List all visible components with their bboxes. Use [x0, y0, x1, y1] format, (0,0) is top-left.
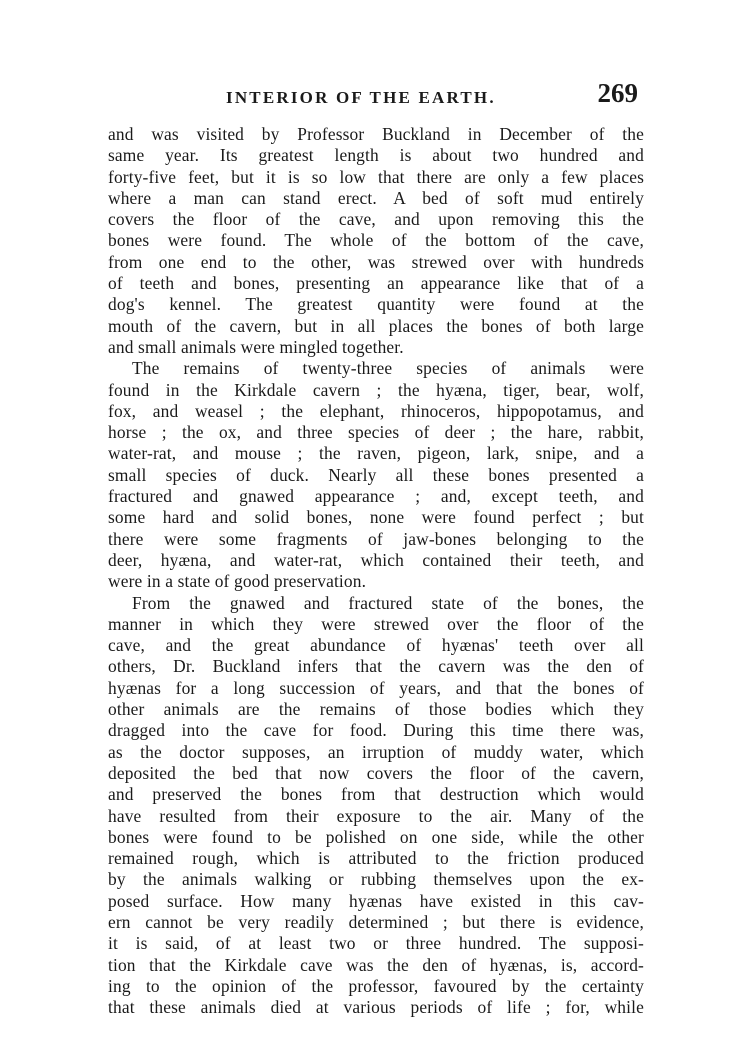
text-line: mouth of the cavern, but in all places the bones of both large	[108, 315, 644, 336]
text-line: The remains of twenty-three species of animals were	[132, 358, 644, 379]
text-line: bones were found. The whole of the bottom of the cave,	[108, 230, 644, 251]
text-line: from one end to the other, was strewed over with hundreds	[108, 251, 644, 272]
text-line: forty-five feet, but it is so low that there are only a few places	[108, 166, 644, 187]
text-line: dragged into the cave for food. During this time there was,	[108, 720, 644, 741]
running-title: INTERIOR OF THE EARTH.	[226, 88, 496, 107]
text-line: have resulted from their exposure to the air. Many of the	[108, 805, 644, 826]
text-line: were in a state of good preservation.	[108, 571, 367, 592]
text-line: hyænas for a long succession of years, and that the bones of	[108, 677, 644, 698]
text-line: and was visited by Professor Buckland in December of the	[108, 124, 644, 144]
text-line: fractured and gnawed appearance ; and, except teeth, and	[108, 486, 644, 507]
text-line: tion that the Kirkdale cave was the den of hyænas, is, accord-	[108, 954, 644, 975]
body-text	[108, 124, 644, 1018]
text-line: other animals are the remains of those bodies which they	[108, 699, 644, 720]
text-line: fox, and weasel ; the elephant, rhinoceros, hippopotamus, and	[108, 400, 644, 421]
paragraph	[108, 593, 644, 1019]
text-line: by the animals walking or rubbing themselves upon the ex-	[108, 869, 644, 890]
text-line: deer, hyæna, and water-rat, which contained their teeth, and	[108, 549, 644, 570]
text-line: remained rough, which is attributed to the friction produced	[108, 848, 644, 869]
text-line: there were some fragments of jaw-bones belonging to the	[108, 528, 644, 549]
text-line: it is said, of at least two or three hundred. The supposi-	[108, 933, 644, 954]
text-line: covers the floor of the cave, and upon removing this the	[108, 209, 644, 230]
text-line: of teeth and bones, presenting an appearance like that of a	[108, 273, 644, 294]
paragraph	[108, 358, 644, 592]
text-line: ing to the opinion of the professor, favoured by the certainty	[108, 975, 644, 996]
text-line: From the gnawed and fractured state of the bones, the	[132, 592, 644, 613]
text-line: small species of duck. Nearly all these bones presented a	[108, 464, 644, 485]
text-line: posed surface. How many hyænas have existed in this cav-	[108, 890, 644, 911]
text-line: and small animals were mingled together.	[108, 336, 404, 357]
book-page	[108, 74, 644, 1024]
page-number: 269	[597, 78, 638, 108]
text-line: some hard and solid bones, none were found perfect ; but	[108, 507, 644, 528]
text-line: water-rat, and mouse ; the raven, pigeon, lark, snipe, and a	[108, 443, 644, 464]
text-line: bones were found to be polished on one side, while the other	[108, 826, 644, 847]
text-line: deposited the bed that now covers the floor of the cavern,	[108, 762, 644, 783]
text-line: dog's kennel. The greatest quantity were found at the	[108, 294, 644, 315]
text-line: manner in which they were strewed over the floor of the	[108, 613, 644, 634]
text-line: where a man can stand erect. A bed of soft mud entirely	[108, 187, 644, 208]
text-line: and preserved the bones from that destruction which would	[108, 784, 644, 805]
text-line: as the doctor supposes, an irruption of muddy water, which	[108, 741, 644, 762]
text-line: that these animals died at various periods of life ; for, while	[108, 997, 644, 1018]
text-line: found in the Kirkdale cavern ; the hyæna, tiger, bear, wolf,	[108, 379, 644, 400]
running-head	[108, 74, 644, 114]
text-line: cave, and the great abundance of hyænas' teeth over all	[108, 635, 644, 656]
paragraph	[108, 124, 644, 358]
text-line: others, Dr. Buckland infers that the cavern was the den of	[108, 656, 644, 677]
text-line: ern cannot be very readily determined ; but there is evidence,	[108, 911, 644, 932]
text-line: horse ; the ox, and three species of deer ; the hare, rabbit,	[108, 422, 644, 443]
text-line: same year. Its greatest length is about two hundred and	[108, 145, 644, 166]
